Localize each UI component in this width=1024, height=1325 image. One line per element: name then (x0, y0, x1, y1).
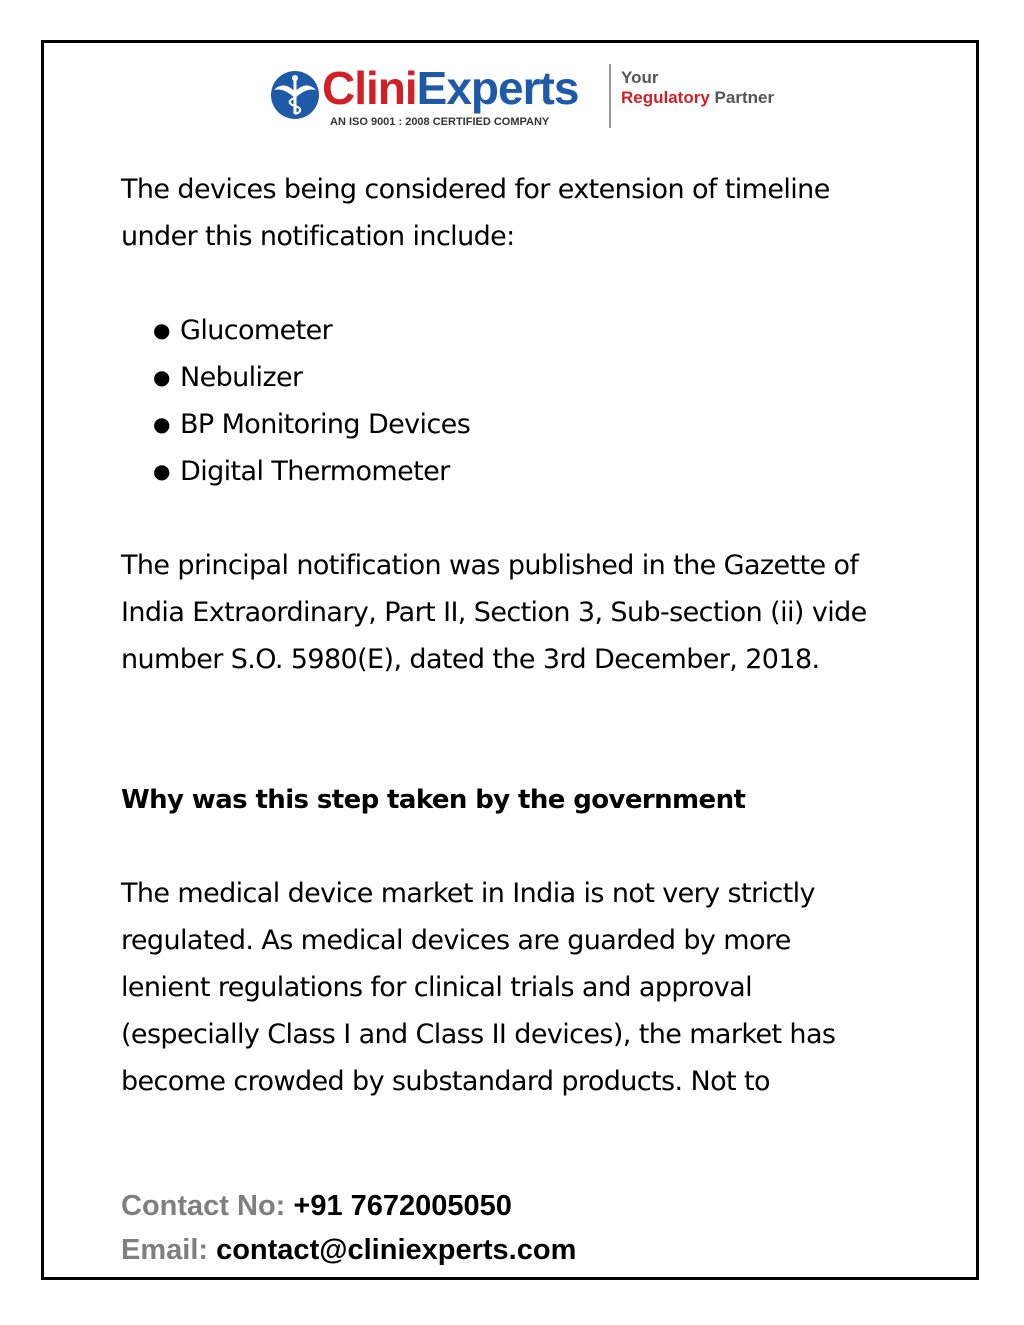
cliniexperts-logo (268, 60, 788, 135)
brand-name-experts: Experts (416, 62, 579, 114)
bullet-icon: ● (153, 412, 170, 436)
tagline-partner: Partner (714, 88, 775, 107)
notification-paragraph: The principal notification was published in the Gazette of India Extraordinary, Part II, Section 3, Sub-section (ii) vide number S.O. 5980(E), dated the 3rd December, 2018. (121, 550, 867, 675)
tagline-line2 (621, 88, 774, 108)
caduceus-emblem-icon (268, 68, 322, 122)
list-item (153, 354, 470, 401)
device-list (153, 307, 470, 495)
section-heading: Why was this step taken by the government (121, 785, 746, 815)
bullet-icon: ● (153, 459, 170, 483)
brand-tagline (621, 68, 774, 108)
list-item (153, 401, 470, 448)
contact-label: Contact No: (121, 1190, 286, 1222)
email-label: Email: (121, 1234, 209, 1266)
bullet-icon: ● (153, 365, 170, 389)
contact-number: +91 7672005050 (293, 1190, 512, 1222)
email-address: contact@cliniexperts.com (216, 1234, 577, 1266)
contact-line (121, 1186, 512, 1226)
list-item-label: BP Monitoring Devices (180, 409, 471, 440)
certification-text: AN ISO 9001 : 2008 CERTIFIED COMPANY (330, 116, 550, 128)
list-item-label: Nebulizer (180, 362, 303, 393)
list-item (153, 448, 470, 495)
brand-name (322, 60, 578, 116)
email-line (121, 1230, 576, 1270)
brand-name-clini: Clini (322, 62, 417, 114)
market-paragraph: The medical device market in India is not very strictly regulated. As medical devices are guarded by more lenient regulations for clinical trials and approval (especially Class I and Class II devices), the market has become crowded by substandard products. Not to (121, 878, 836, 1097)
tagline-regulatory: Regulatory (621, 88, 710, 107)
list-item-label: Glucometer (180, 315, 333, 346)
intro-paragraph: The devices being considered for extension of timeline under this notification include: (121, 174, 830, 252)
tagline-your: Your (621, 68, 659, 87)
list-item-label: Digital Thermometer (180, 456, 450, 487)
logo-divider (609, 64, 611, 128)
bullet-icon: ● (153, 318, 170, 342)
list-item (153, 307, 470, 354)
